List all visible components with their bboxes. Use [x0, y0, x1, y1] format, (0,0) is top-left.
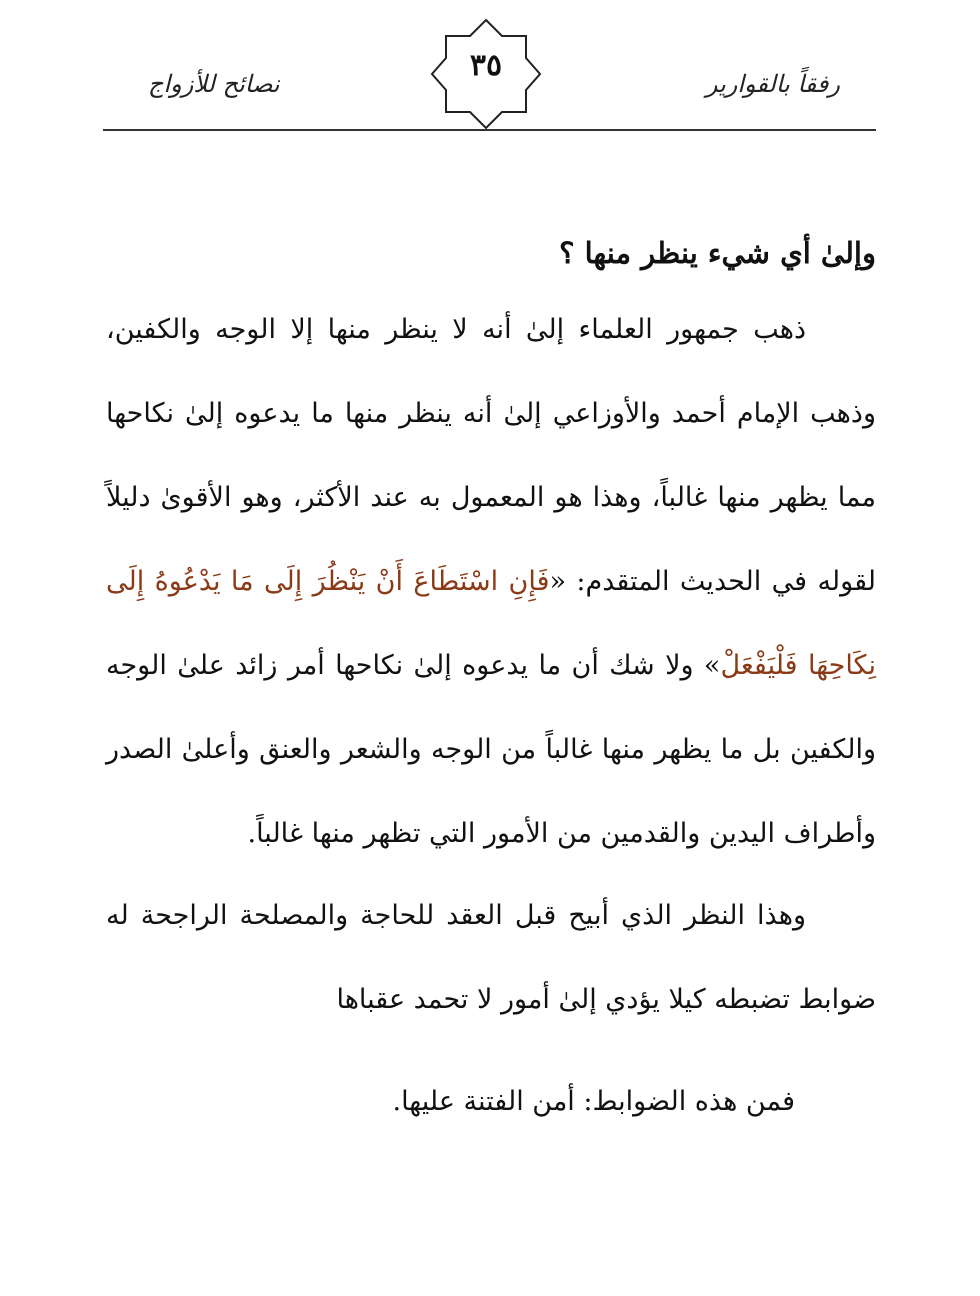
- hadith-quote: فَإِنِ اسْتَطَاعَ أَنْ يَنْظُرَ إِلَى مَا يَدْعُوهُ إِلَى نِكَاحِهَا فَلْيَفْعَلْ: [106, 566, 876, 681]
- section-heading: وإلىٰ أي شيء ينظر منها ؟: [559, 236, 876, 270]
- running-title-right: رفقاً بالقوارير: [705, 70, 840, 98]
- paragraph-3: [95, 1060, 795, 1144]
- page-number: ٣٥: [469, 48, 503, 83]
- paragraph-2-text: وهذا النظر الذي أبيح قبل العقد للحاجة والمصلحة الراجحة له ضوابط تضبطه كيلا يؤدي إلىٰ أمور لا تحمد عقباها: [106, 900, 876, 1015]
- paragraph-1-text-start: ذهب جمهور العلماء إلىٰ أنه لا ينظر منها إلا الوجه والكفين، وذهب الإمام أحمد والأوزاعي إلىٰ أنه ينظر منها ما يدعوه إلىٰ نكاحها مما يظهر منها غالباً، وهذا هو المعمول به عند الأكثر، وهو الأقوىٰ دليلاً لقوله في الحديث المتقدم: «: [106, 314, 876, 597]
- paragraph-3-text: فمن هذه الضوابط: أمن الفتنة عليها.: [392, 1086, 795, 1117]
- paragraph-1-text-end: » ولا شك أن ما يدعوه إلىٰ نكاحها أمر زائد علىٰ الوجه والكفين بل ما يظهر منها غالباً من الوجه والشعر والعنق وأعلىٰ الصدر وأطراف اليدين والقدمين من الأمور التي تظهر منها غالباً.: [106, 650, 876, 849]
- header-divider: [103, 129, 876, 131]
- running-title-left: نصائح للأزواج: [148, 70, 280, 98]
- paragraph-2: [106, 874, 876, 1042]
- paragraph-1: [106, 288, 876, 876]
